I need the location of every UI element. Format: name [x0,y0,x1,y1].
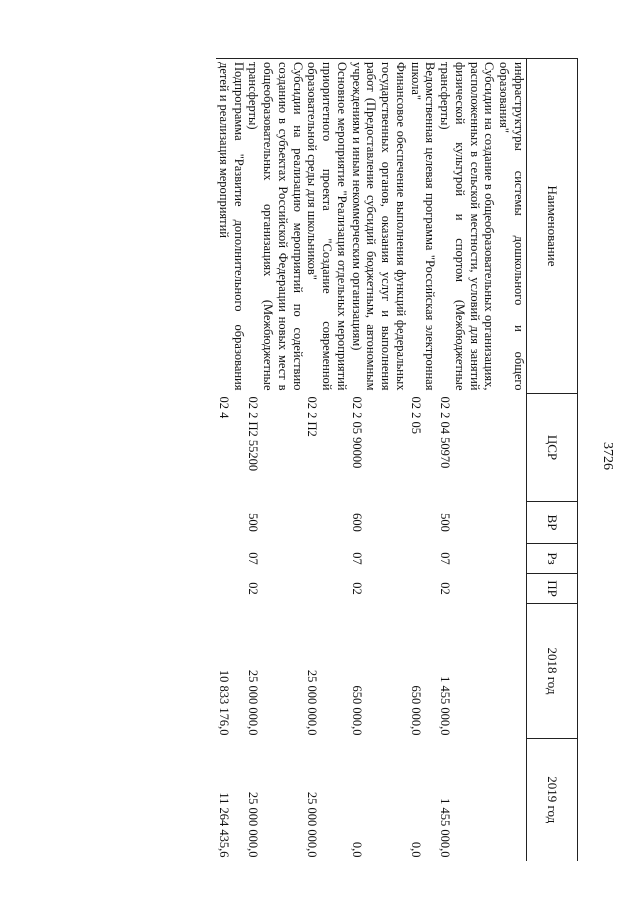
row-vr [216,502,246,544]
table-row [305,59,349,861]
row-pr [305,574,349,604]
row-csr: 02 2 П2 55200 [246,396,261,472]
row-vr [408,502,438,544]
row-pr [497,574,527,604]
table-row [216,59,246,861]
row-2018 [497,604,527,739]
row-name: Субсидии на создание в общеобразовательных организациях, расположенных в сельской местности, условий для занятий физической культурой и спортом (Межбюджетные трансферты) [438,59,497,394]
row-2019: 0,0 [408,841,423,858]
budget-table [216,58,578,861]
row-name: Финансовое обеспечение выполнения функций федеральных государственных органов, оказания услуг и выполнения работ (Предоставление субсидий бюджетным, автономным учреждениям и иным некоммерческим организациям) [349,59,408,394]
row-csr [497,394,527,502]
row-csr: 02 2 04 50970 [438,396,453,469]
row-2018: 25 000 000,0 [305,669,320,736]
row-vr [497,502,527,544]
row-vr: 600 [349,513,364,532]
table-row [408,59,438,861]
table-row [497,59,527,861]
row-csr: 02 4 [217,396,231,419]
row-2019: 0,0 [349,841,364,858]
row-rz: 07 [438,552,453,565]
row-pr: 02 [349,582,364,595]
header-pr: ПР [527,574,578,604]
row-name: Основное мероприятие "Реализация отдельных мероприятий приоритетного проекта "Создание современной образовательной среды для школьников" [305,59,349,394]
table-row [246,59,305,861]
row-csr: 02 2 П2 [305,396,320,437]
row-2018: 650 000,0 [408,685,423,736]
header-name: Наименование [527,59,578,394]
row-csr: 02 2 05 [408,396,423,434]
row-rz: 07 [349,552,364,565]
row-name: Ведомственная целевая программа "Российская электронная школа" [408,59,438,394]
row-pr [408,574,438,604]
row-vr [305,502,349,544]
header-vr: ВР [527,502,578,544]
header-csr: ЦСР [527,394,578,502]
row-2019: 25 000 000,0 [246,791,261,858]
row-rz [497,544,527,574]
row-2018: 25 000 000,0 [246,669,261,736]
row-2019: 11 264 435,6 [217,792,231,858]
table-header-row [527,59,578,861]
row-pr [216,574,246,604]
row-2019: 25 000 000,0 [305,791,320,858]
row-rz [216,544,246,574]
row-vr: 500 [246,513,261,532]
header-2019: 2019 год [527,739,578,861]
table-row [438,59,497,861]
row-name: Субсидии на реализацию мероприятий по содействию созданию в субъектах Российской Федерации новых мест в общеобразовательных организациях (Межбюджетные трансферты) [246,59,305,394]
page-number: 3726 [600,442,615,470]
row-2018: 1 455 000,0 [438,676,453,736]
row-name: Подпрограмма "Развитие дополнительного образования детей и реализация мероприятий [216,59,246,394]
row-2019 [497,739,527,861]
row-name: инфраструктуры системы дошкольного и общего образования" [497,59,527,394]
header-rz: Рз [527,544,578,574]
row-rz [305,544,349,574]
row-csr: 02 2 05 90000 [349,396,364,469]
row-pr: 02 [438,582,453,595]
table-row [349,59,408,861]
row-pr: 02 [246,582,261,595]
row-2018: 10 833 176,0 [217,669,231,736]
row-rz [408,544,438,574]
header-2018: 2018 год [527,604,578,739]
row-vr: 500 [438,513,453,532]
row-2019: 1 455 000,0 [438,798,453,858]
row-2018: 650 000,0 [349,685,364,736]
row-rz: 07 [246,552,261,565]
